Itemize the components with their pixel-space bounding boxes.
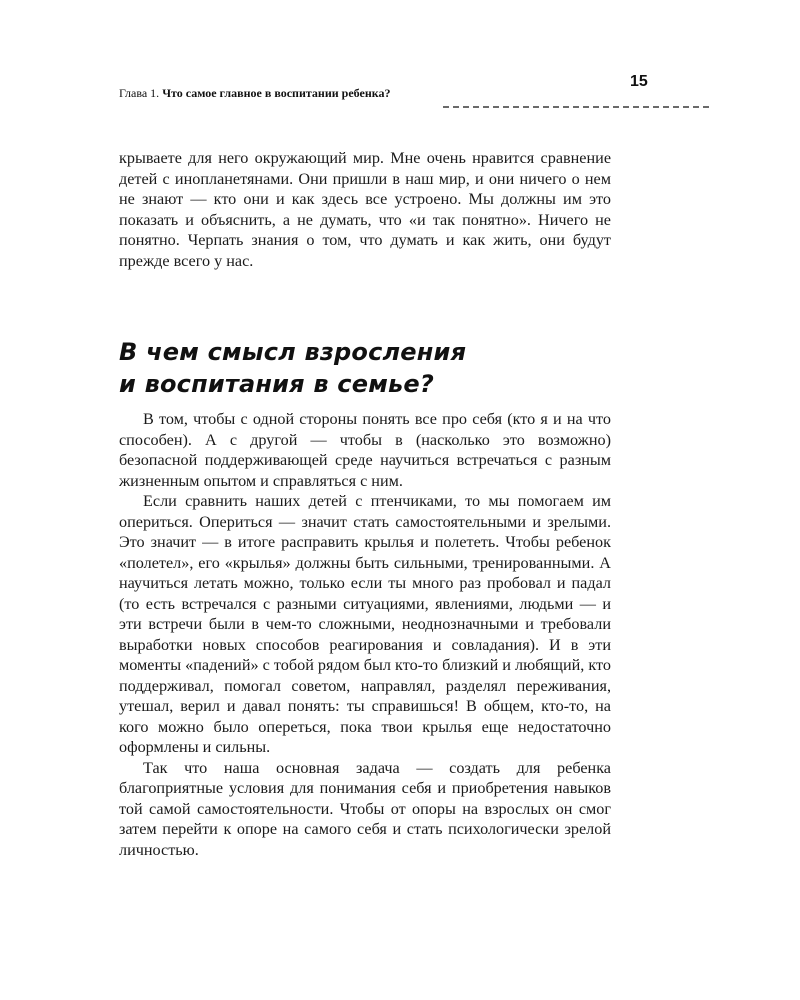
continuation-paragraph: крываете для него окружающий мир. Мне очень нравится сравнение детей с инопланетянами. Они пришли в наш мир, и они ничего о нем не знают — кто они и как здесь все устроено. Мы должны им это показать и объяснить, а не думать, что «и так понятно». Ничего не понятно. Черпать знания о том, что думать и как жить, они будут прежде всего у нас. xyxy=(119,149,611,270)
running-head xyxy=(119,86,390,101)
body-paragraph: Если сравнить наших детей с птенчиками, то мы помогаем им опериться. Опериться — значит стать самостоятельными и зрелыми. Это значит — в итоге расправить крылья и полететь. Чтобы ребенок «полетел», его «крылья» должны быть сильными, тренированными. А научиться летать можно, только если ты много раз пробовал и падал (то есть встречался с разными ситуациями, явлениями, людьми — и эти встречи были в чем-то сложными, неоднозначными и требовали выработки новых способов реагирования и совладания). И в эти моменты «падений» с тобой рядом был кто-то близкий и любящий, кто поддерживал, помогал советом, направлял, разделял переживания, утешал, верил и давал понять: ты справишься! В общем, кто-то, на кого можно было опереться, пока твои крылья еще недостаточно оформлены и сильны. xyxy=(119,492,611,756)
section-heading-line-2: и воспитания в семье? xyxy=(119,370,434,398)
chapter-title: Что самое главное в воспитании ребенка? xyxy=(162,86,391,100)
body-paragraph: Так что наша основная задача — создать для ребенка благоприятные условия для понимания себя и приобретения навыков той самой самостоятельности. Чтобы от опоры на взрослых он смог затем перейти к опоре на самого себя и стать психологически зрелой личностью. xyxy=(119,758,611,859)
section-body xyxy=(119,409,611,860)
chapter-label: Глава 1. xyxy=(119,86,160,100)
header-dashed-rule xyxy=(443,106,709,108)
body-paragraph: В том, чтобы с одной стороны понять все про себя (кто я и на что способен). А с другой — чтобы в (насколько это возможно) безопасной поддерживающей среде научиться встречаться с разным жизненным опытом и справляться с ним. xyxy=(119,410,611,490)
continuation-text xyxy=(119,148,611,271)
section-heading xyxy=(119,336,611,400)
page-number: 15 xyxy=(630,73,648,90)
section-heading-line-1: В чем смысл взросления xyxy=(119,338,467,366)
